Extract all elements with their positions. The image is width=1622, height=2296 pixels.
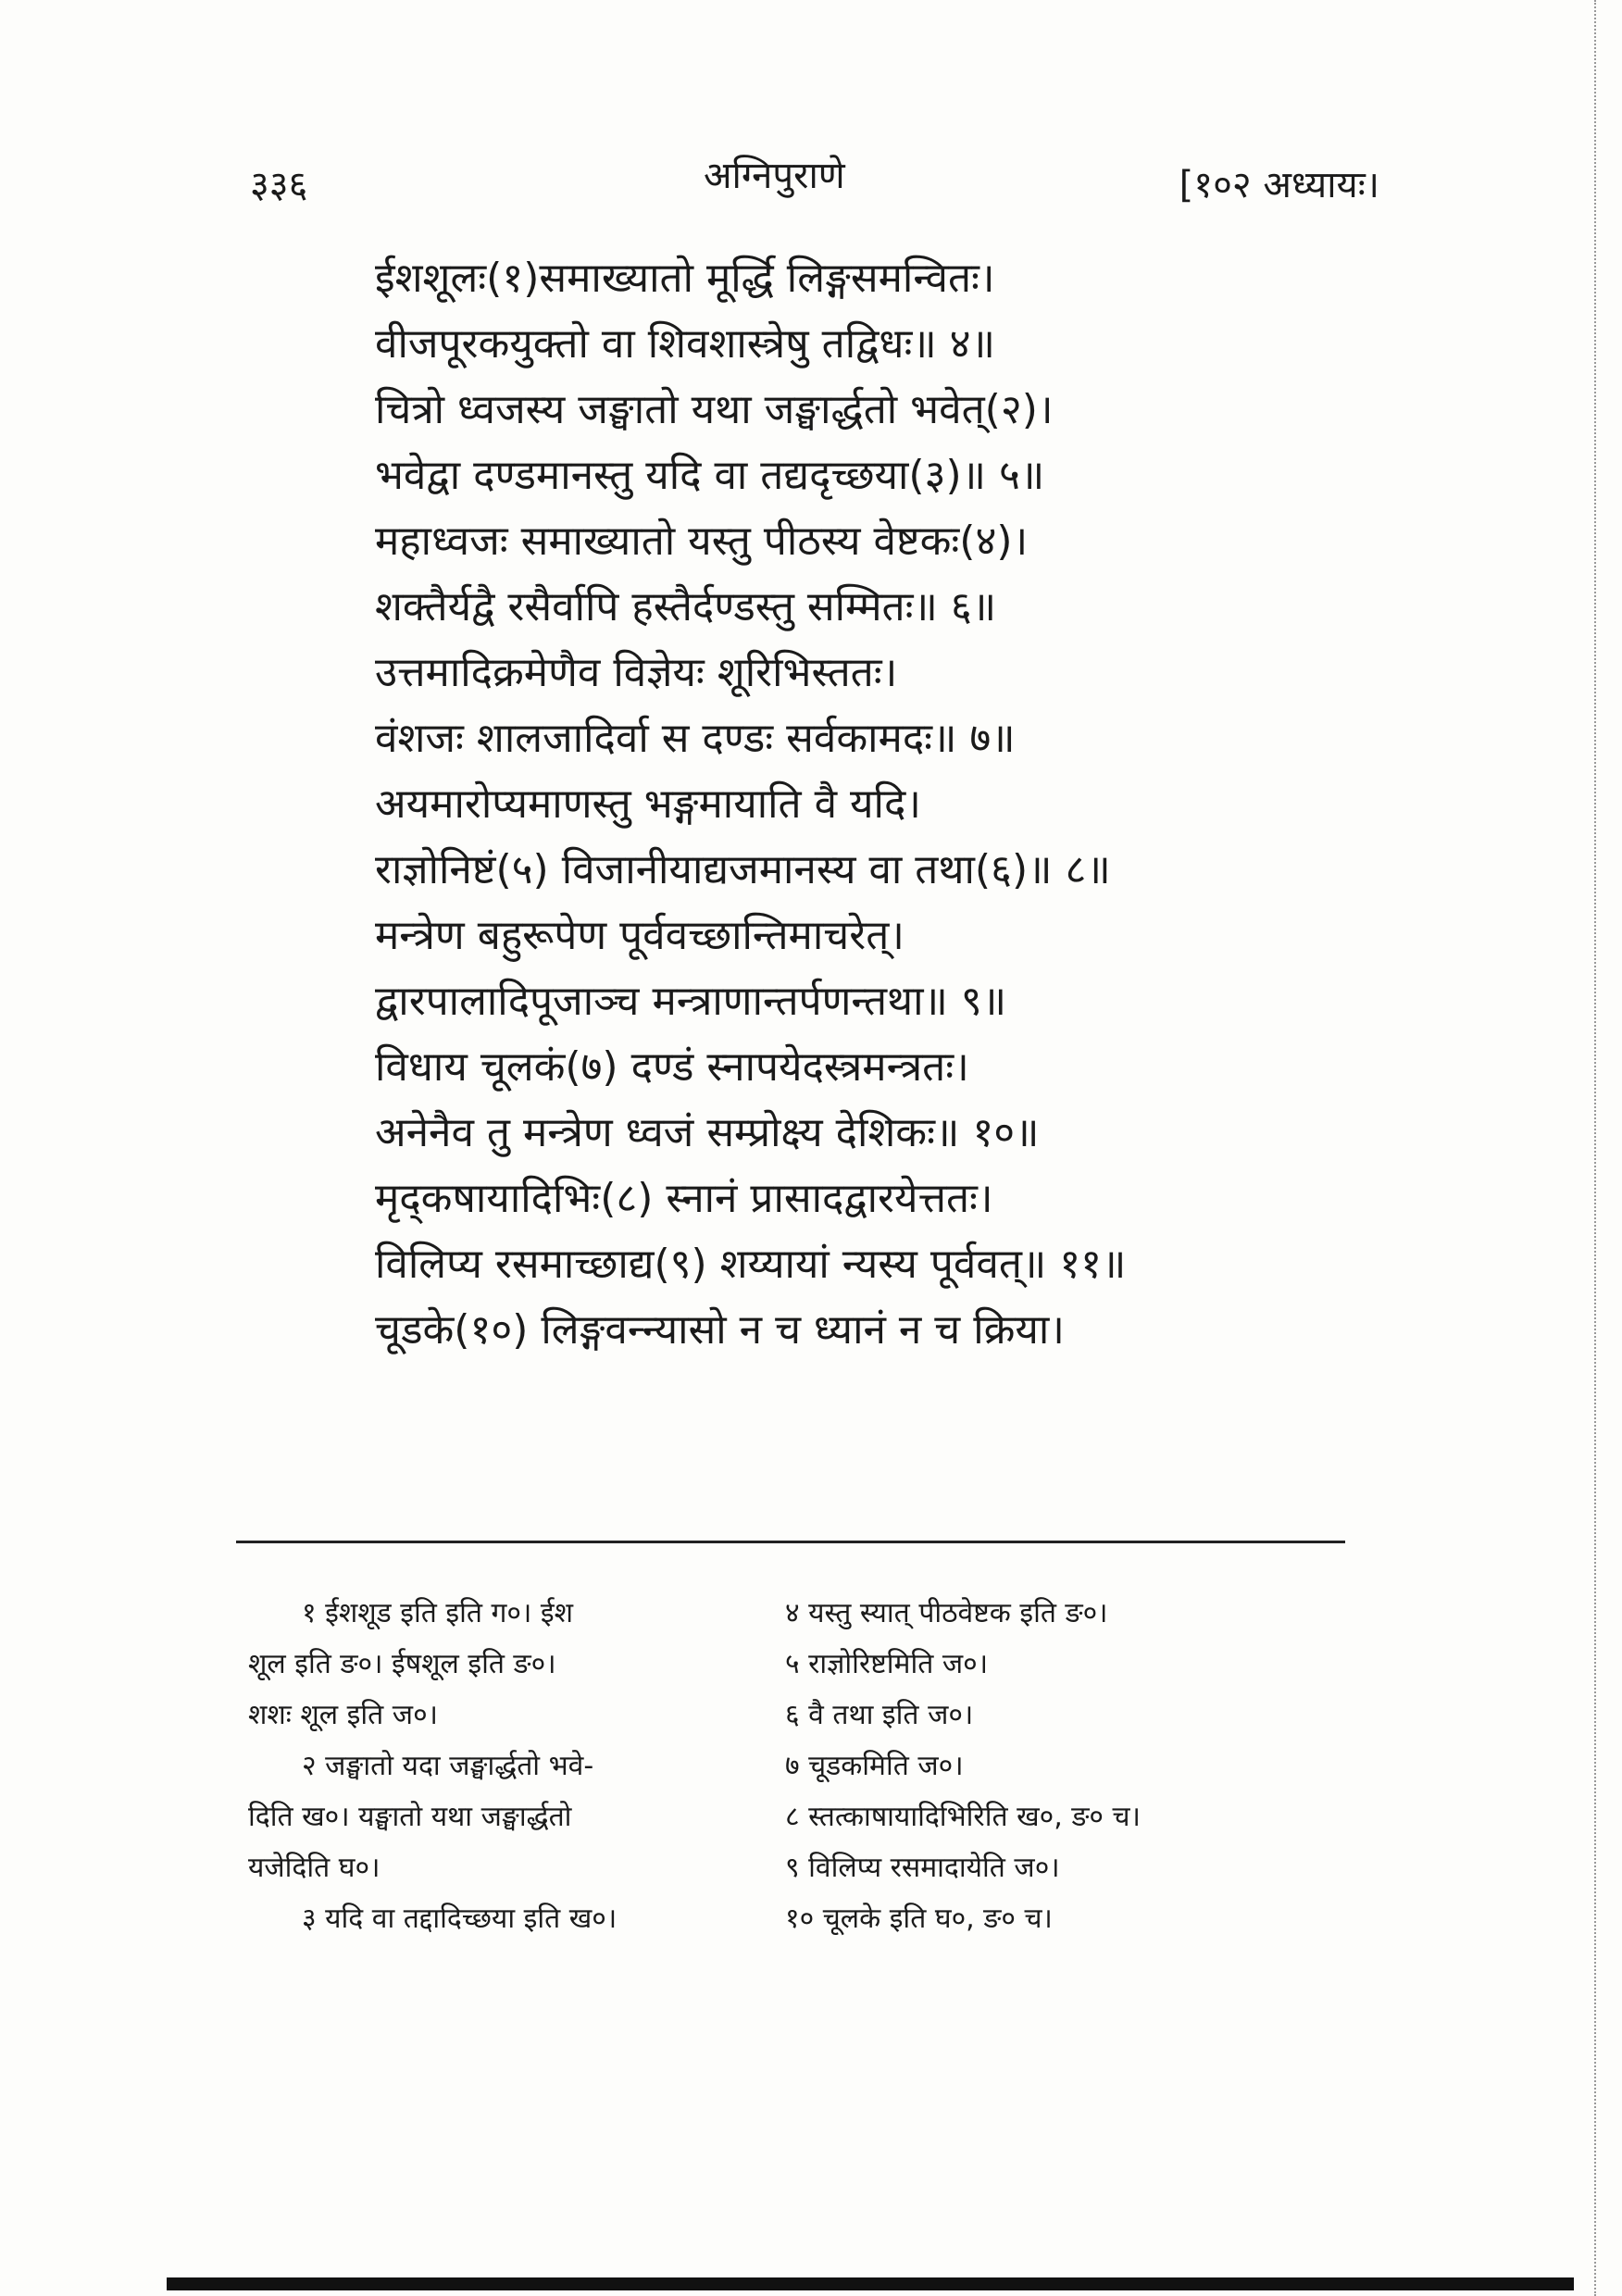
scan-bottom-edge bbox=[167, 2277, 1574, 2290]
footnote-line: ३ यदि वा तद्दादिच्छया इति ख०। bbox=[302, 1903, 618, 1935]
footnote-line: ६ वै तथा इति ज०। bbox=[785, 1699, 974, 1731]
footnotes-left-column bbox=[248, 1588, 785, 1944]
footnote-line: ४ यस्तु स्यात् पीठवेष्टक इति ङ०। bbox=[785, 1597, 1108, 1629]
page-number: ३३६ bbox=[250, 164, 308, 206]
verse-line: मन्त्रेण बहुरूपेण पूर्ववच्छान्तिमाचरेत्। bbox=[375, 912, 905, 959]
verse-line: मृद्कषायादिभिः(८) स्नानं प्रासादद्वारयेत्ततः। bbox=[375, 1175, 993, 1222]
footnote-line: ७ चूडकमिति ज०। bbox=[785, 1750, 964, 1782]
footnote-line: ५ राज्ञोरिष्टमिति ज०। bbox=[785, 1648, 989, 1680]
verse-line: वीजपूरकयुक्तो वा शिवशास्त्रेषु तद्विधः॥ ४॥ bbox=[375, 320, 995, 368]
verse-line: अनेनैव तु मन्त्रेण ध्वजं सम्प्रोक्ष्य देशिकः॥ १०॥ bbox=[375, 1109, 1040, 1156]
verse-line: भवेद्वा दण्डमानस्तु यदि वा तद्यदृच्छया(३)॥ ५॥ bbox=[375, 452, 1045, 499]
verse-line: अयमारोप्यमाणस्तु भङ्गमायाति वै यदि। bbox=[375, 780, 921, 828]
verse-line: महाध्वजः समाख्यातो यस्तु पीठस्य वेष्टकः(४)। bbox=[375, 518, 1029, 565]
verse-line: ईशशूलः(१)समाख्यातो मूर्द्धि लिङ्गसमन्वितः। bbox=[375, 255, 995, 302]
verse-block bbox=[375, 245, 1301, 1363]
footnote-line: शशः शूल इति ज०। bbox=[248, 1699, 439, 1731]
footnotes-right-column bbox=[785, 1588, 1322, 1944]
verse-line: उत्तमादिक्रमेणैव विज्ञेयः शूरिभिस्ततः। bbox=[375, 649, 898, 696]
verse-line: चूडके(१०) लिङ्गवन्न्यासो न च ध्यानं न च क्रिया। bbox=[375, 1306, 1065, 1354]
chapter-label: [१०२ अध्यायः। bbox=[1179, 164, 1379, 206]
page-header bbox=[250, 148, 1379, 222]
verse-line: वंशजः शालजादिर्वा स दण्डः सर्वकामदः॥ ७॥ bbox=[375, 715, 1016, 762]
verse-line: शक्तैर्यद्वै रसैर्वापि हस्तैर्दण्डस्तु सम्मितः॥ ६॥ bbox=[375, 583, 997, 630]
scan-right-edge bbox=[1594, 0, 1596, 2296]
footnote-line: दिति ख०। यङ्घातो यथा जङ्घार्द्धतो bbox=[248, 1801, 572, 1833]
footnote-line: शूल इति ङ०। ईषशूल इति ङ०। bbox=[248, 1648, 556, 1680]
footnote-divider bbox=[236, 1541, 1345, 1543]
verse-line: विधाय चूलकं(७) दण्डं स्नापयेदस्त्रमन्त्रतः। bbox=[375, 1043, 969, 1091]
footnote-line: यजेदिति घ०। bbox=[248, 1852, 381, 1884]
verse-line: विलिप्य रसमाच्छाद्य(९) शय्यायां न्यस्य पूर्ववत्॥ ११॥ bbox=[375, 1241, 1127, 1288]
footnote-line: ८ स्तत्काषायादिभिरिति ख०, ङ० च। bbox=[785, 1801, 1141, 1833]
footnote-line: १ ईशशूड इति इति ग०। ईश bbox=[302, 1597, 574, 1629]
running-title: अग्निपुराणे bbox=[704, 155, 845, 197]
footnote-line: २ जङ्घातो यदा जङ्घार्द्धतो भवे- bbox=[302, 1750, 594, 1782]
verse-line: राज्ञोनिष्टं(५) विजानीयाद्यजमानस्य वा तथा(६)॥ ८॥ bbox=[375, 846, 1111, 893]
footnote-line: ९ विलिप्य रसमादायेति ज०। bbox=[785, 1852, 1060, 1884]
verse-line: द्वारपालादिपूजाञ्च मन्त्राणान्तर्पणन्तथा॥ ९॥ bbox=[375, 978, 1007, 1025]
footnote-line: १० चूलके इति घ०, ङ० च। bbox=[785, 1903, 1053, 1935]
verse-line: चित्रो ध्वजस्य जङ्घातो यथा जङ्घार्द्धतो भवेत्(२)। bbox=[375, 386, 1054, 433]
